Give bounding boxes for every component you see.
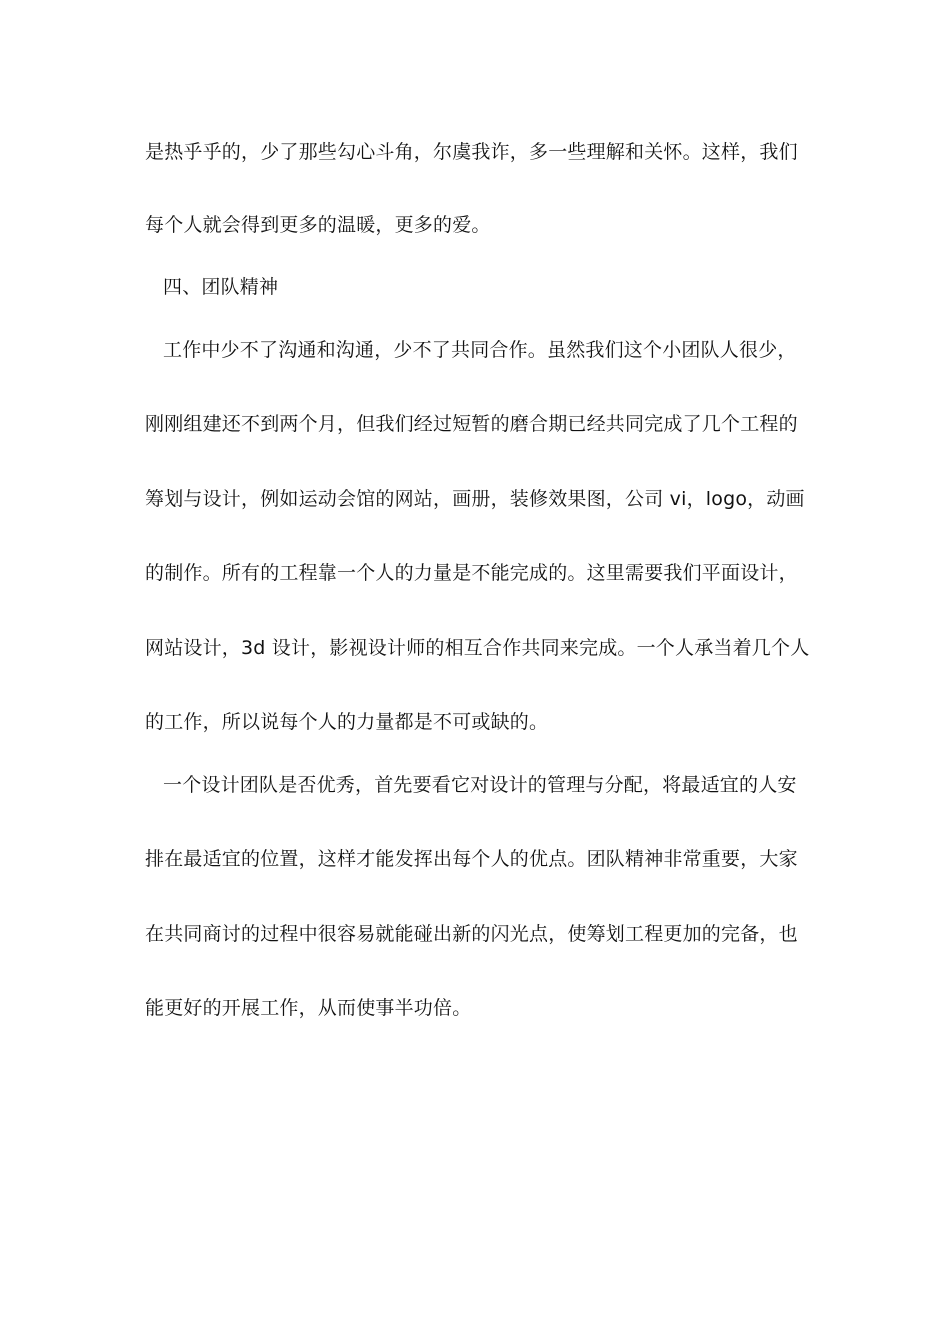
paragraph-line: 筹划与设计，例如运动会馆的网站，画册，装修效果图，公司 vi，logo，动画: [145, 488, 805, 510]
section-heading: 四、团队精神: [163, 276, 279, 298]
paragraph-line: 刚刚组建还不到两个月，但我们经过短暂的磨合期已经共同完成了几个工程的: [145, 413, 798, 435]
paragraph-line: 能更好的开展工作，从而使事半功倍。: [145, 997, 472, 1019]
paragraph-line: 工作中少不了沟通和沟通，少不了共同合作。虽然我们这个小团队人很少，: [163, 339, 797, 361]
paragraph-line: 每个人就会得到更多的温暖，更多的爱。: [145, 214, 491, 236]
paragraph-line: 一个设计团队是否优秀，首先要看它对设计的管理与分配，将最适宜的人安: [163, 774, 797, 796]
paragraph-line: 在共同商讨的过程中很容易就能碰出新的闪光点，使筹划工程更加的完备，也: [145, 923, 798, 945]
paragraph-line: 排在最适宜的位置，这样才能发挥出每个人的优点。团队精神非常重要，大家: [145, 848, 798, 870]
paragraph-line: 网站设计，3d 设计，影视设计师的相互合作共同来完成。一个人承当着几个人: [145, 637, 810, 659]
paragraph-line: 是热乎乎的，少了那些勾心斗角，尔虞我诈，多一些理解和关怀。这样，我们: [145, 141, 798, 163]
paragraph-line: 的制作。所有的工程靠一个人的力量是不能完成的。这里需要我们平面设计，: [145, 562, 798, 584]
paragraph-line: 的工作，所以说每个人的力量都是不可或缺的。: [145, 711, 549, 733]
